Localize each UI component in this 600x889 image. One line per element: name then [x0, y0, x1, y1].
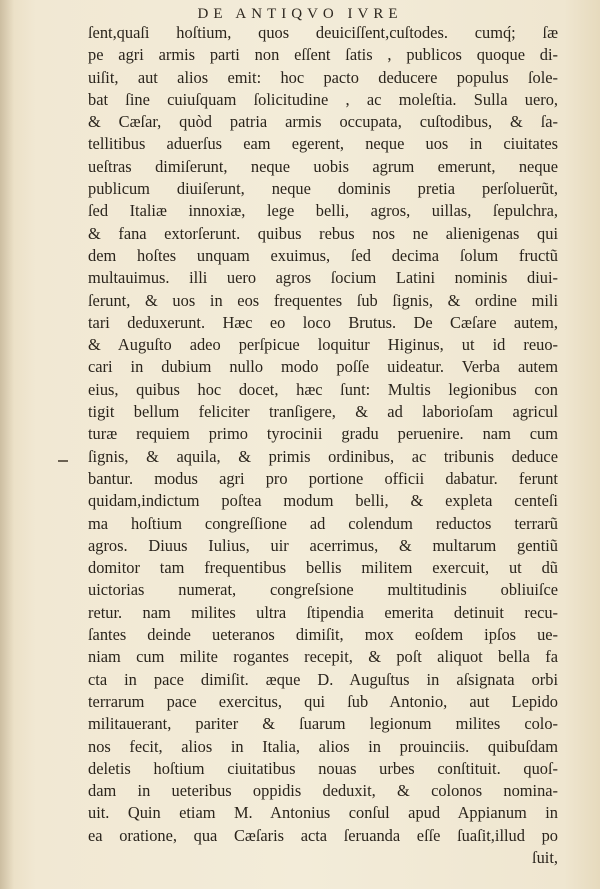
text-line: ueſtras dimiſerunt, neque uobis agrum emerunt, neque — [88, 156, 558, 176]
text-line: uit. Quin etiam M. Antonius conſul apud Appianum in — [88, 803, 558, 823]
text-line: domitor tam frequentibus bellis militem exercuit, ut dũ — [88, 558, 558, 578]
text-line: dem hoſtes unquam exuimus, ſed decima ſolum fructũ — [88, 245, 558, 265]
text-line: & Auguſto adeo perſpicue loquitur Higinus, ut id reuo- — [88, 335, 558, 355]
text-line: cta in pace dimiſit. æque D. Auguſtus in aſsignata orbi — [88, 669, 558, 689]
text-line: & Cæſar, quòd patria armis occupata, cuſtodibus, & ſa- — [88, 112, 558, 132]
text-line: publicum diuiſerunt, neque dominis pretia perſoluerũt, — [88, 179, 558, 199]
text-line: cari in dubium nullo modo poſſe uideatur. Verba autem — [88, 357, 558, 377]
text-line: ſignis, & aquila, & primis ordinibus, ac tribunis deduce — [88, 446, 558, 466]
body-text — [88, 22, 558, 869]
text-line: multauimus. illi uero agros ſocium Latini nominis diui- — [88, 268, 558, 288]
text-line: nos fecit, alios in Italia, alios in prouinciis. quibuſdam — [88, 736, 558, 756]
text-line: turæ requiem primo tyrocinii gradu peruenire. nam cum — [88, 424, 558, 444]
text-line: bantur. modus agri pro portione officii dabatur. ferunt — [88, 468, 558, 488]
text-line: terrarum pace exercitus, qui ſub Antonio, aut Lepido — [88, 691, 558, 711]
text-line: quidam,indictum poſtea modum belli, & expleta centeſi — [88, 491, 558, 511]
text-line: dam in ueteribus oppidis deduxit, & colonos nomina- — [88, 781, 558, 801]
text-line: uictorias numerat, congreſsione multitudinis obliuiſce — [88, 580, 558, 600]
text-line: & fana extorſerunt. quibus rebus nos ne alienigenas qui — [88, 223, 558, 243]
gutter-shadow — [0, 0, 14, 889]
text-line: ea oratione, qua Cæſaris acta ſeruanda eſſe ſuaſit,illud po — [88, 825, 558, 845]
text-line: uiſit, aut alios emit: hoc pacto deducere populus ſole- — [88, 67, 558, 87]
text-line: tigit bellum feliciter tranſigere, & ad laborioſam agricul — [88, 402, 558, 422]
catchword: ſuit, — [532, 847, 558, 867]
text-line: tellitibus aduerſus eam egerent, neque uos in ciuitates — [88, 134, 558, 154]
text-line: niam cum milite rogantes recepit, & poſt aliquot bella fa — [88, 647, 558, 667]
text-line: tari deduxerunt. Hæc eo loco Brutus. De Cæſare autem, — [88, 312, 558, 332]
text-line: eius, quibus hoc docet, hæc ſunt: Multis legionibus con — [88, 379, 558, 399]
text-line: pe agri armis parti non eſſent ſatis , publicos quoque di- — [88, 45, 558, 65]
text-line: ſerunt, & uos in eos frequentes ſub ſignis, & ordine mili — [88, 290, 558, 310]
text-line: deletis hoſtium ciuitatibus nouas urbes conſtituit. quoſ- — [88, 758, 558, 778]
text-line: ma hoſtium congreſſione ad colendum reductos terrarũ — [88, 513, 558, 533]
text-line: agros. Diuus Iulius, uir acerrimus, & multarum gentiũ — [88, 535, 558, 555]
text-line: ſantes deinde ueteranos dimiſit, mox eoſdem ipſos ue- — [88, 625, 558, 645]
margin-mark — [58, 460, 68, 462]
text-line: retur. nam milites ultra ſtipendia emerita detinuit recu- — [88, 602, 558, 622]
text-line: militauerant, pariter & ſuarum legionum milites colo- — [88, 714, 558, 734]
text-line: ſent,quaſi hoſtium, quos deuiciſſent,cuſtodes. cumq́; ſæ — [88, 23, 558, 42]
running-title: DE ANTIQVO IVRE — [197, 6, 403, 22]
text-line: ſed Italiæ innoxiæ, lege belli, agros, uillas, ſepulchra, — [88, 201, 558, 221]
text-line: bat ſine cuiuſquam ſolicitudine , ac moleſtia. Sulla uero, — [88, 89, 558, 109]
